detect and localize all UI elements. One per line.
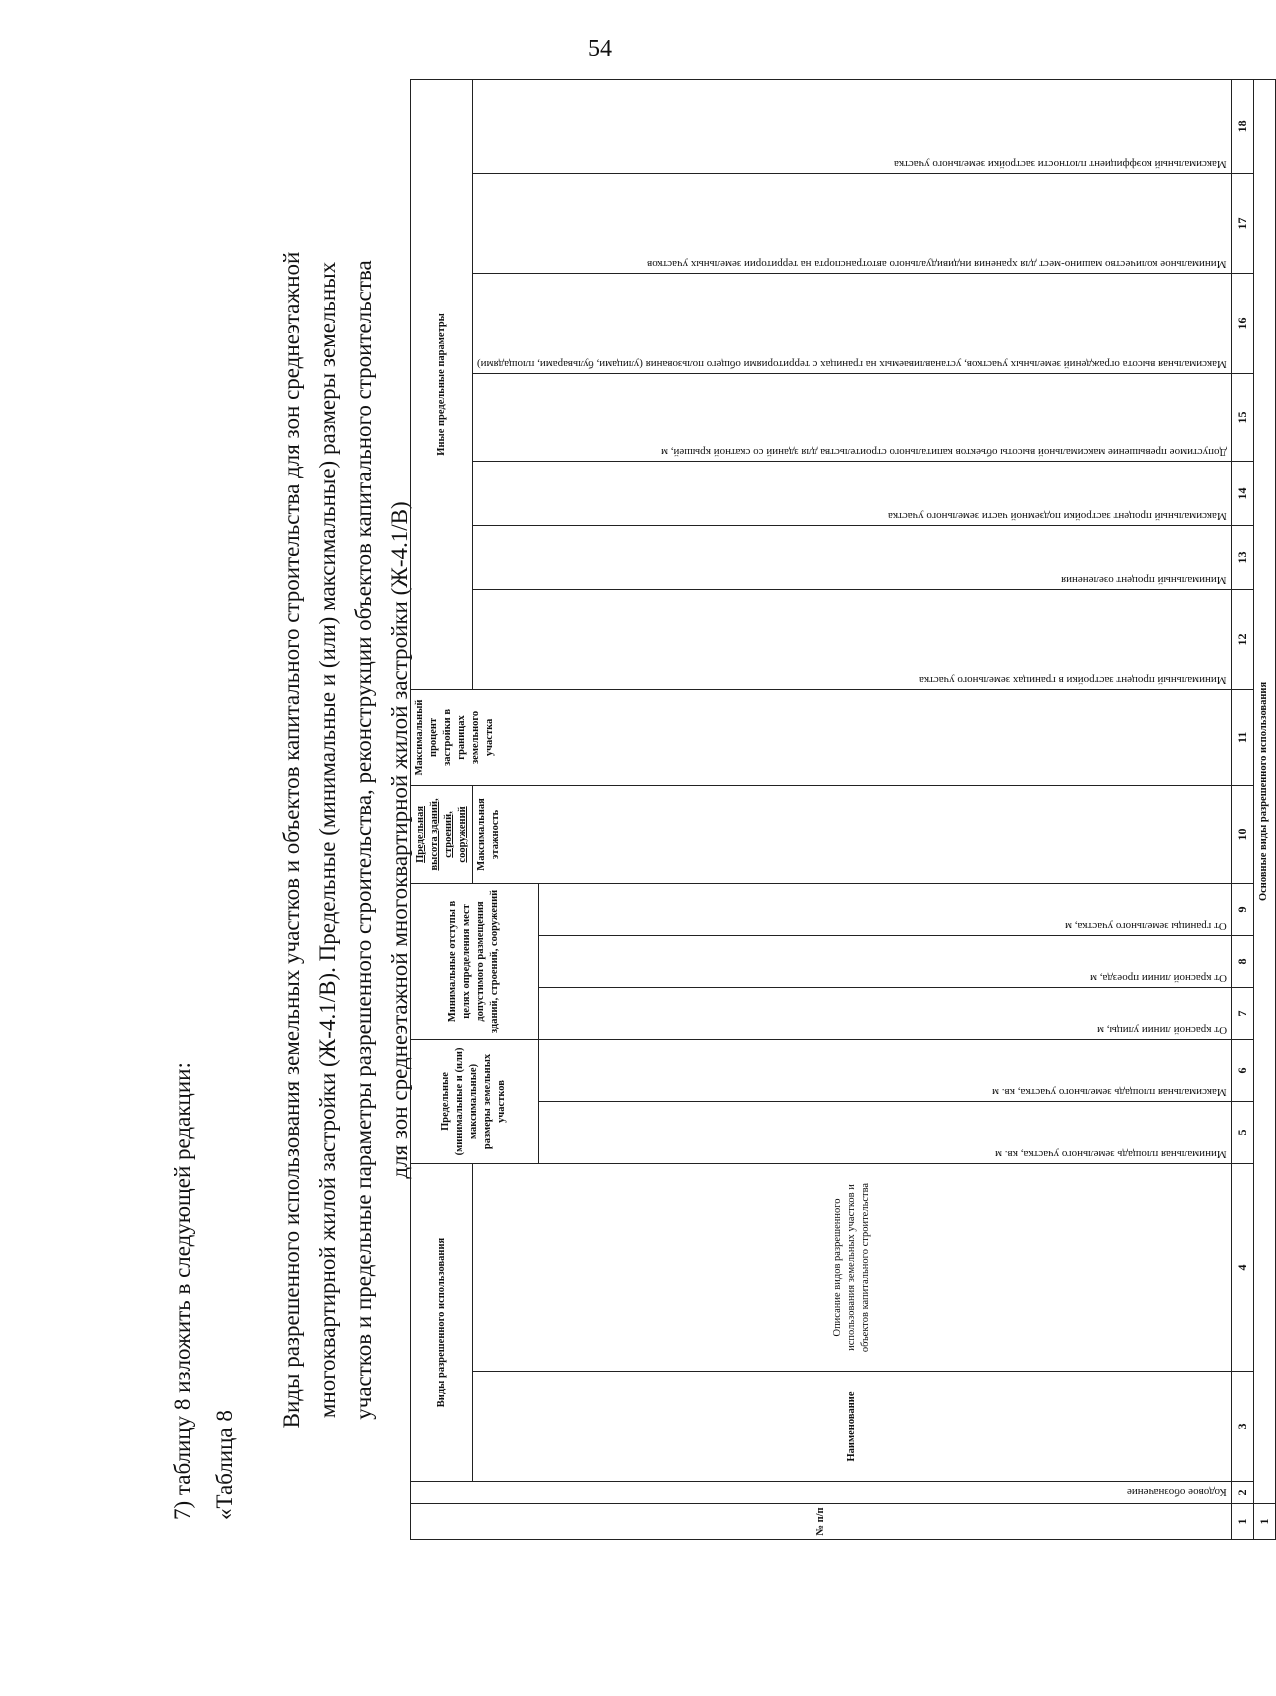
column-number: 14 [1231, 461, 1253, 525]
intro-line: 7) таблицу 8 изложить в следующей редакции: [170, 1062, 195, 1520]
header-c18: Максимальный коэффициент плотности застройки земельного участка [473, 79, 1232, 173]
caption-line-4: для зон среднеэтажной многоквартирной жилой застройки (Ж-4.1/В) [387, 501, 412, 1179]
column-number: 15 [1231, 373, 1253, 461]
column-number: 2 [1231, 1482, 1253, 1504]
header-num: № п/п [411, 1504, 1232, 1540]
header-c16: Максимальная высота ограждений земельных участков, устанавливаемых на границах с территориями общего пользования (улицами, бульварами, площадями) [473, 273, 1232, 373]
column-number: 1 [1231, 1504, 1253, 1540]
header-plot-size: Предельные (минимальные и (или) максимальные) размеры земельных участков [411, 1039, 539, 1163]
header-other: Иные предельные параметры [411, 79, 473, 689]
header-vri: Виды разрешенного использования [411, 1163, 473, 1481]
column-numbers-row [1231, 79, 1253, 1539]
column-number: 10 [1231, 785, 1253, 883]
header-c17: Минимальное количество машино-мест для хранения индивидуального автотранспорта на территории земельных участков [473, 173, 1232, 273]
header-c14: Максимальный процент застройки подземной части земельного участка [473, 461, 1232, 525]
column-number: 16 [1231, 273, 1253, 373]
column-number: 6 [1231, 1039, 1253, 1101]
caption-line-3: участков и предельные параметры разрешенного строительства, реконструкции объектов капитального строительства [351, 260, 376, 1420]
column-number: 11 [1231, 689, 1253, 785]
column-number: 7 [1231, 987, 1253, 1039]
header-c9: От границы земельного участка, м [538, 883, 1231, 935]
header-code: Кодовое обозначение [411, 1482, 1232, 1504]
column-number: 9 [1231, 883, 1253, 935]
section-row [1253, 79, 1275, 1539]
column-number: 8 [1231, 935, 1253, 987]
section-row-label: Основные виды разрешенного использования [1253, 79, 1275, 1503]
page-number: 54 [588, 36, 612, 62]
column-number: 4 [1231, 1163, 1253, 1371]
column-number: 18 [1231, 79, 1253, 173]
rotated-sheet [170, 120, 1272, 1560]
header-c8: От красной линии проезда, м [538, 935, 1231, 987]
header-c12: Минимальный процент застройки в границах земельного участка [473, 589, 1232, 689]
header-height-floors: Максимальная этажность [473, 785, 1232, 883]
column-number: 3 [1231, 1372, 1253, 1482]
header-setbacks: Минимальные отступы в целях определения мест допустимого размещения зданий, строений, сооружений [411, 883, 539, 1039]
caption-line-1: Виды разрешенного использования земельных участков и объектов капитального строительства для зон среднеэтажной [279, 251, 304, 1429]
header-c7: От красной линии улицы, м [538, 987, 1231, 1039]
table-caption [274, 120, 418, 1560]
header-height: Предельная высота зданий, строений, сооружений [411, 785, 473, 883]
caption-line-2: многоквартирной жилой застройки (Ж-4.1/В). Предельные (минимальные и (или) максимальные) размеры земельных [315, 261, 340, 1419]
section-row-num: 1 [1253, 1504, 1275, 1540]
header-name: Наименование [473, 1372, 1232, 1482]
column-number: 12 [1231, 589, 1253, 689]
header-c6: Максимальная площадь земельного участка, кв. м [538, 1039, 1231, 1101]
header-description: Описание видов разрешенного использования земельных участков и объектов капитального строительства [473, 1163, 1232, 1371]
column-number: 13 [1231, 525, 1253, 589]
header-c5: Минимальная площадь земельного участка, кв. м [538, 1101, 1231, 1163]
column-number: 5 [1231, 1101, 1253, 1163]
header-c15: Допустимое превышение максимальной высоты объектов капитального строительства для зданий со скатной крышей, м [473, 373, 1232, 461]
header-c13: Минимальный процент озеленения [473, 525, 1232, 589]
column-number: 17 [1231, 173, 1253, 273]
header-max-coverage: Максимальный процент застройки в границах земельного участка [411, 689, 1232, 785]
parameters-table [410, 120, 1272, 1540]
table-label: «Таблица 8 [212, 1410, 237, 1520]
